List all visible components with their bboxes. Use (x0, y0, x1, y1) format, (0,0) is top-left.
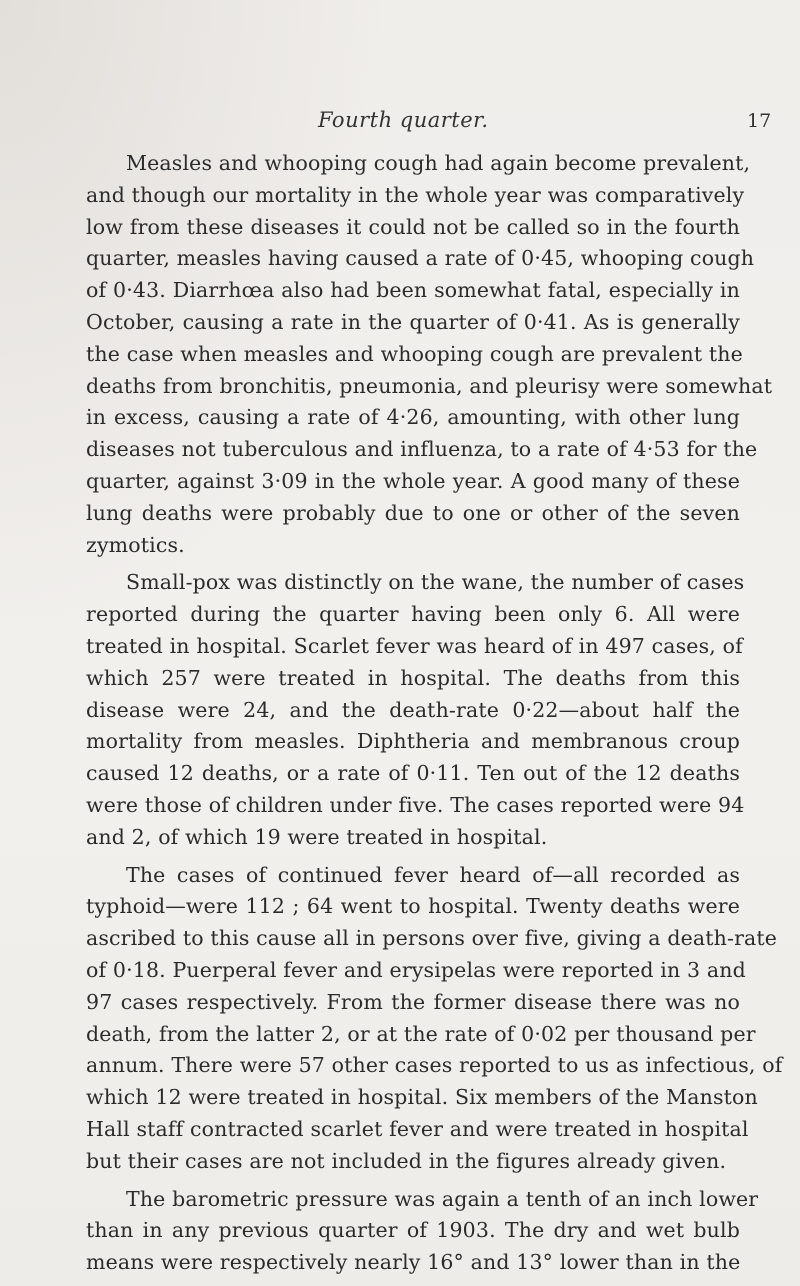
text-line: lung deaths were probably due to one or other of the seven (86, 500, 740, 525)
text-line: The barometric pressure was again a tenth of an inch lower (126, 1186, 759, 1211)
text-line: reported during the quarter having been only 6. All were (86, 602, 740, 627)
text-line: deaths from bronchitis, pneumonia, and pleurisy were somewhat (86, 373, 773, 398)
text-line: October, causing a rate in the quarter of 0·41. As is generally (86, 309, 740, 334)
text-line: which 257 were treated in hospital. The deaths from this (86, 665, 740, 690)
text-line: of 0·18. Puerperal fever and erysipelas were reported in 3 and (86, 957, 746, 982)
text-line: the case when measles and whooping cough are prevalent the (86, 341, 743, 366)
body-text (86, 148, 783, 1285)
running-header (0, 108, 800, 136)
paragraph-continued-fever (86, 860, 783, 1178)
text-line: were those of children under five. The cases reported were 94 (86, 792, 745, 817)
paragraph-barometric (86, 1184, 759, 1279)
text-line: diseases not tuberculous and influenza, to a rate of 4·53 for the (86, 437, 758, 462)
text-line: of 0·43. Diarrhœa also had been somewhat fatal, especially in (86, 278, 740, 303)
text-line: mortality from measles. Diphtheria and membranous croup (86, 729, 740, 754)
page-number: 17 (747, 110, 772, 132)
text-line: low from these diseases it could not be called so in the fourth (86, 214, 740, 239)
text-line: which 12 were treated in hospital. Six members of the Manston (86, 1085, 758, 1110)
paragraph-smallpox (86, 567, 745, 853)
text-line: death, from the latter 2, or at the rate of 0·02 per thousand per (86, 1021, 756, 1046)
paragraph-measles (86, 148, 773, 561)
text-line: 97 cases respectively. From the former disease there was no (86, 989, 740, 1014)
text-line: quarter, measles having caused a rate of 0·45, whooping cough (86, 246, 755, 271)
text-line: quarter, against 3·09 in the whole year. A good many of these (86, 468, 740, 493)
text-line: zymotics. (86, 532, 185, 557)
text-line: and 2, of which 19 were treated in hospital. (86, 824, 548, 849)
text-line: disease were 24, and the death-rate 0·22—about half the (86, 697, 740, 722)
text-line: and though our mortality in the whole year was comparatively (86, 182, 745, 207)
text-line: Measles and whooping cough had again become prevalent, (126, 151, 751, 175)
text-line: Small-pox was distinctly on the wane, the number of cases (126, 570, 745, 595)
text-line: The cases of continued fever heard of—all recorded as (126, 862, 740, 887)
text-line: in excess, causing a rate of 4·26, amounting, with other lung (86, 405, 740, 430)
text-line: Hall staff contracted scarlet fever and were treated in hospital (86, 1116, 749, 1141)
text-line: ascribed to this cause all in persons over five, giving a death-rate (86, 926, 778, 951)
text-line: than in any previous quarter of 1903. The dry and wet bulb (86, 1218, 740, 1243)
text-line: treated in hospital. Scarlet fever was heard of in 497 cases, of (86, 633, 743, 658)
section-title: Fourth quarter. (318, 108, 489, 132)
text-line: but their cases are not included in the figures already given. (86, 1148, 727, 1173)
text-line: means were respectively nearly 16° and 13° lower than in the (86, 1250, 741, 1275)
text-line: annum. There were 57 other cases reported to us as infectious, of (86, 1053, 783, 1078)
text-line: typhoid—were 112 ; 64 went to hospital. Twenty deaths were (86, 894, 740, 919)
text-line: caused 12 deaths, or a rate of 0·11. Ten out of the 12 deaths (86, 761, 740, 786)
